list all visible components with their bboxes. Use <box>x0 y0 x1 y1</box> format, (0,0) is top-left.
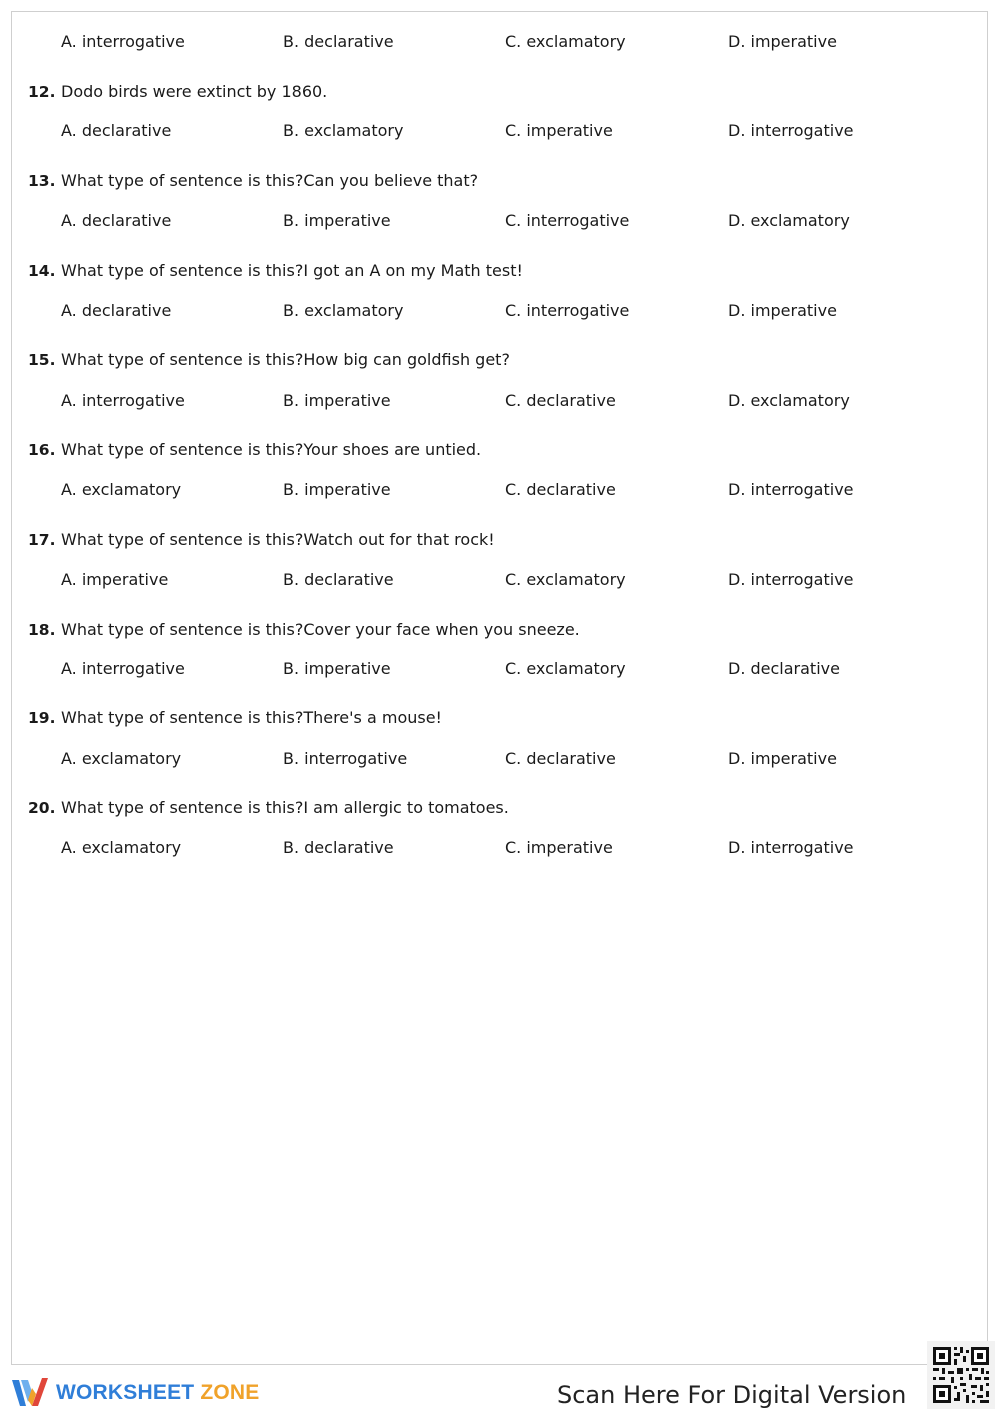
option-a[interactable]: A. exclamatory <box>61 838 182 857</box>
question-row <box>0 259 1000 283</box>
question-number: 17. <box>28 531 56 549</box>
option-c[interactable]: C. declarative <box>505 749 616 768</box>
option-b[interactable]: B. imperative <box>283 211 391 230</box>
option-b[interactable]: B. declarative <box>283 838 394 857</box>
question-number: 13. <box>28 172 56 190</box>
option-b[interactable]: B. declarative <box>283 32 394 51</box>
option-a[interactable]: A. exclamatory <box>61 749 182 768</box>
option-d[interactable]: D. exclamatory <box>728 211 850 230</box>
question-number: 14. <box>28 262 56 280</box>
question-row <box>0 80 1000 104</box>
question-text: What type of sentence is this?Cover your face when you sneeze. <box>61 620 580 639</box>
question-row <box>0 618 1000 642</box>
option-b[interactable]: B. interrogative <box>283 749 408 768</box>
question-text: What type of sentence is this?I got an A on my Math test! <box>61 261 523 280</box>
option-a[interactable]: A. interrogative <box>61 659 185 678</box>
option-b[interactable]: B. imperative <box>283 391 391 410</box>
option-row <box>0 568 1000 592</box>
option-row <box>0 657 1000 681</box>
option-b[interactable]: B. imperative <box>283 480 391 499</box>
option-d[interactable]: D. imperative <box>728 32 837 51</box>
option-a[interactable]: A. interrogative <box>61 391 185 410</box>
option-a[interactable]: A. imperative <box>61 570 169 589</box>
question-number: 18. <box>28 621 56 639</box>
option-a[interactable]: A. declarative <box>61 211 172 230</box>
option-c[interactable]: C. interrogative <box>505 211 630 230</box>
question-row <box>0 706 1000 730</box>
question-text: What type of sentence is this?There's a mouse! <box>61 708 442 727</box>
option-d[interactable]: D. interrogative <box>728 480 854 499</box>
question-row <box>0 169 1000 193</box>
option-c[interactable]: C. exclamatory <box>505 570 626 589</box>
option-d[interactable]: D. interrogative <box>728 121 854 140</box>
option-c[interactable]: C. declarative <box>505 391 616 410</box>
question-number: 20. <box>28 799 56 817</box>
option-c[interactable]: C. imperative <box>505 121 613 140</box>
option-d[interactable]: D. imperative <box>728 301 837 320</box>
option-row <box>0 209 1000 233</box>
question-row <box>0 528 1000 552</box>
option-c[interactable]: C. declarative <box>505 480 616 499</box>
option-row <box>0 836 1000 860</box>
qr-code-icon[interactable] <box>927 1341 995 1409</box>
scan-text: Scan Here For Digital Version <box>557 1381 907 1409</box>
option-a[interactable]: A. exclamatory <box>61 480 182 499</box>
option-row <box>0 747 1000 771</box>
option-a[interactable]: A. declarative <box>61 121 172 140</box>
option-a[interactable]: A. interrogative <box>61 32 185 51</box>
worksheet-zone-logo-icon <box>10 1376 50 1410</box>
question-number: 15. <box>28 351 56 369</box>
question-text: Dodo birds were extinct by 1860. <box>61 82 328 101</box>
option-b[interactable]: B. exclamatory <box>283 301 404 320</box>
question-text: What type of sentence is this?Your shoes are untied. <box>61 440 482 459</box>
option-d[interactable]: D. imperative <box>728 749 837 768</box>
option-row <box>0 119 1000 143</box>
question-text: What type of sentence is this?Watch out for that rock! <box>61 530 495 549</box>
question-text: What type of sentence is this?Can you believe that? <box>61 171 479 190</box>
brand-logo <box>10 1376 260 1410</box>
option-a[interactable]: A. declarative <box>61 301 172 320</box>
question-text: What type of sentence is this?I am allergic to tomatoes. <box>61 798 509 817</box>
question-number: 16. <box>28 441 56 459</box>
question-row <box>0 438 1000 462</box>
question-number: 12. <box>28 83 56 101</box>
option-c[interactable]: C. interrogative <box>505 301 630 320</box>
brand-name: WORKSHEET ZONE <box>56 1381 260 1404</box>
option-row <box>0 299 1000 323</box>
option-b[interactable]: B. exclamatory <box>283 121 404 140</box>
option-d[interactable]: D. exclamatory <box>728 391 850 410</box>
option-c[interactable]: C. imperative <box>505 838 613 857</box>
question-number: 19. <box>28 709 56 727</box>
option-b[interactable]: B. imperative <box>283 659 391 678</box>
option-d[interactable]: D. interrogative <box>728 570 854 589</box>
option-b[interactable]: B. declarative <box>283 570 394 589</box>
option-d[interactable]: D. interrogative <box>728 838 854 857</box>
option-c[interactable]: C. exclamatory <box>505 659 626 678</box>
question-row <box>0 348 1000 372</box>
question-text: What type of sentence is this?How big can goldfish get? <box>61 350 510 369</box>
option-row <box>0 389 1000 413</box>
question-row <box>0 796 1000 820</box>
option-c[interactable]: C. exclamatory <box>505 32 626 51</box>
option-row <box>0 478 1000 502</box>
option-row <box>0 30 1000 54</box>
option-d[interactable]: D. declarative <box>728 659 840 678</box>
